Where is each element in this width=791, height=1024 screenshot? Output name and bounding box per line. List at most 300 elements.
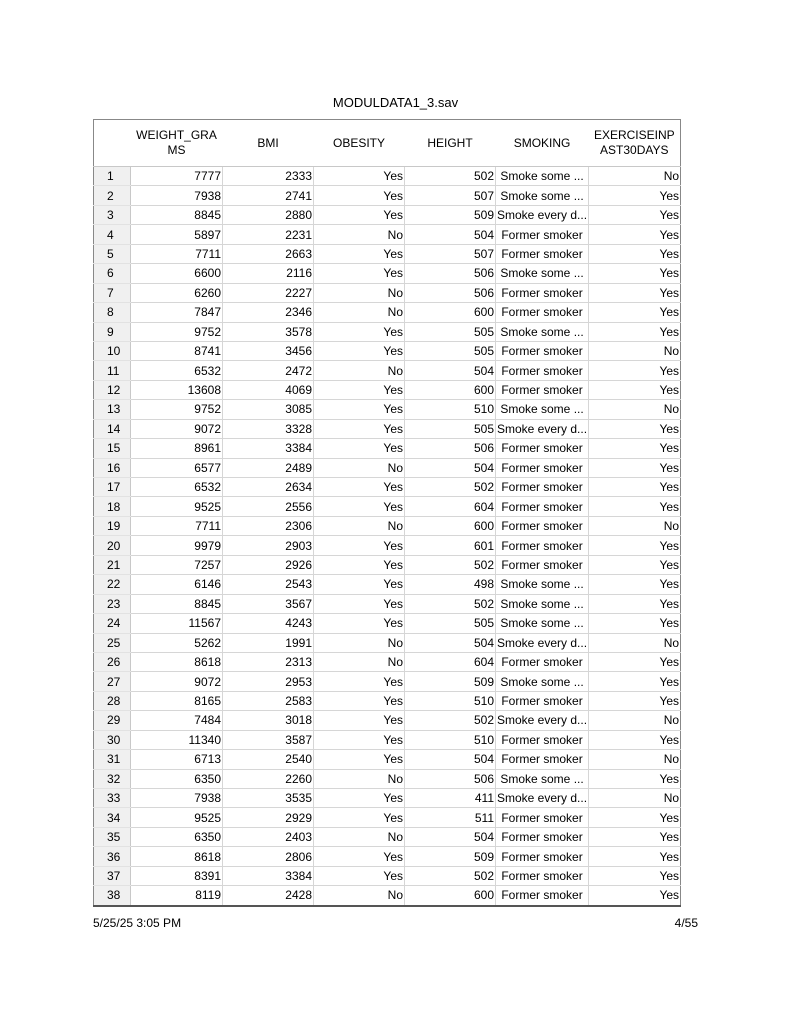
height-cell: 601 xyxy=(405,536,496,555)
table-row xyxy=(94,322,681,341)
exercise-cell: Yes xyxy=(589,847,681,866)
weight-grams-cell: 9752 xyxy=(131,400,223,419)
row-number-cell: 7 xyxy=(94,283,131,302)
obesity-cell: Yes xyxy=(314,419,405,438)
obesity-cell: Yes xyxy=(314,244,405,263)
smoking-cell: Former smoker xyxy=(496,458,589,477)
weight-grams-cell: 6260 xyxy=(131,283,223,302)
weight-grams-cell: 8165 xyxy=(131,691,223,710)
weight-grams-cell: 7257 xyxy=(131,555,223,574)
exercise-cell: Yes xyxy=(589,283,681,302)
obesity-cell: Yes xyxy=(314,750,405,769)
weight-grams-cell: 6532 xyxy=(131,478,223,497)
height-cell: 511 xyxy=(405,808,496,827)
weight-grams-cell: 9072 xyxy=(131,419,223,438)
smoking-cell: Former smoker xyxy=(496,244,589,263)
smoking-cell: Former smoker xyxy=(496,750,589,769)
smoking-cell: Former smoker xyxy=(496,691,589,710)
weight-grams-cell: 7938 xyxy=(131,789,223,808)
smoking-cell: Smoke every d... xyxy=(496,205,589,224)
height-cell: 504 xyxy=(405,750,496,769)
smoking-cell: Smoke every d... xyxy=(496,419,589,438)
bmi-cell: 3328 xyxy=(223,419,314,438)
row-number-cell: 2 xyxy=(94,186,131,205)
exercise-cell: Yes xyxy=(589,555,681,574)
exercise-cell: No xyxy=(589,341,681,360)
obesity-cell: Yes xyxy=(314,730,405,749)
exercise-cell: Yes xyxy=(589,691,681,710)
weight-grams-cell: 7777 xyxy=(131,167,223,186)
weight-grams-cell: 8119 xyxy=(131,886,223,906)
smoking-cell: Smoke some ... xyxy=(496,575,589,594)
table-header-row xyxy=(94,120,681,167)
height-cell: 506 xyxy=(405,283,496,302)
column-header-exercise: EXERCISEINPAST30DAYS xyxy=(589,120,681,167)
weight-grams-cell: 5897 xyxy=(131,225,223,244)
bmi-cell: 4069 xyxy=(223,380,314,399)
obesity-cell: Yes xyxy=(314,478,405,497)
table-row xyxy=(94,575,681,594)
obesity-cell: Yes xyxy=(314,264,405,283)
footer-page-number: 4/55 xyxy=(674,916,698,930)
column-header-weight-grams: WEIGHT_GRAMS xyxy=(131,120,223,167)
row-number-cell: 8 xyxy=(94,303,131,322)
row-number-cell: 29 xyxy=(94,711,131,730)
bmi-cell: 2556 xyxy=(223,497,314,516)
row-number-cell: 19 xyxy=(94,516,131,535)
table-row xyxy=(94,478,681,497)
table-row xyxy=(94,244,681,263)
row-number-cell: 36 xyxy=(94,847,131,866)
obesity-cell: Yes xyxy=(314,341,405,360)
exercise-cell: No xyxy=(589,516,681,535)
bmi-cell: 2880 xyxy=(223,205,314,224)
weight-grams-cell: 9752 xyxy=(131,322,223,341)
bmi-cell: 2260 xyxy=(223,769,314,788)
row-number-cell: 15 xyxy=(94,439,131,458)
table-row xyxy=(94,264,681,283)
obesity-cell: No xyxy=(314,769,405,788)
table-row xyxy=(94,497,681,516)
smoking-cell: Former smoker xyxy=(496,516,589,535)
bmi-cell: 2634 xyxy=(223,478,314,497)
data-table xyxy=(93,119,681,907)
bmi-cell: 2306 xyxy=(223,516,314,535)
obesity-cell: Yes xyxy=(314,575,405,594)
column-header-height: HEIGHT xyxy=(405,120,496,167)
table-row xyxy=(94,886,681,906)
row-number-cell: 26 xyxy=(94,652,131,671)
table-body xyxy=(94,167,681,906)
obesity-cell: Yes xyxy=(314,167,405,186)
exercise-cell: Yes xyxy=(589,769,681,788)
smoking-cell: Smoke some ... xyxy=(496,264,589,283)
smoking-cell: Smoke some ... xyxy=(496,400,589,419)
smoking-cell: Former smoker xyxy=(496,847,589,866)
smoking-cell: Former smoker xyxy=(496,283,589,302)
weight-grams-cell: 8618 xyxy=(131,847,223,866)
smoking-cell: Former smoker xyxy=(496,341,589,360)
height-cell: 507 xyxy=(405,186,496,205)
weight-grams-cell: 8618 xyxy=(131,652,223,671)
table-row xyxy=(94,283,681,302)
exercise-cell: Yes xyxy=(589,730,681,749)
row-number-cell: 38 xyxy=(94,886,131,906)
obesity-cell: Yes xyxy=(314,439,405,458)
obesity-cell: No xyxy=(314,303,405,322)
height-cell: 509 xyxy=(405,205,496,224)
height-cell: 604 xyxy=(405,497,496,516)
bmi-cell: 3535 xyxy=(223,789,314,808)
row-number-cell: 35 xyxy=(94,827,131,846)
weight-grams-cell: 6532 xyxy=(131,361,223,380)
obesity-cell: No xyxy=(314,458,405,477)
exercise-cell: Yes xyxy=(659,888,680,903)
weight-grams-cell: 5262 xyxy=(131,633,223,652)
row-number-cell: 12 xyxy=(94,380,131,399)
row-number-cell: 9 xyxy=(94,322,131,341)
table-row xyxy=(94,341,681,360)
obesity-cell: No xyxy=(314,516,405,535)
weight-grams-cell: 6146 xyxy=(131,575,223,594)
height-cell: 505 xyxy=(405,419,496,438)
table-row xyxy=(94,361,681,380)
smoking-cell: Smoke some ... xyxy=(496,614,589,633)
column-header-bmi: BMI xyxy=(223,120,314,167)
table-row xyxy=(94,439,681,458)
bmi-cell: 2806 xyxy=(223,847,314,866)
obesity-cell: No xyxy=(314,633,405,652)
bmi-cell: 1991 xyxy=(223,633,314,652)
table-row xyxy=(94,400,681,419)
bmi-cell: 2403 xyxy=(223,827,314,846)
height-cell: 506 xyxy=(405,439,496,458)
row-number-cell: 13 xyxy=(94,400,131,419)
table-row xyxy=(94,516,681,535)
obesity-cell: Yes xyxy=(314,614,405,633)
bmi-cell: 3018 xyxy=(223,711,314,730)
table-row xyxy=(94,847,681,866)
obesity-cell: Yes xyxy=(314,711,405,730)
obesity-cell: Yes xyxy=(314,691,405,710)
table-row xyxy=(94,866,681,885)
height-cell: 506 xyxy=(405,769,496,788)
smoking-cell: Former smoker xyxy=(496,652,589,671)
bmi-cell: 2929 xyxy=(223,808,314,827)
weight-grams-cell: 6600 xyxy=(131,264,223,283)
row-number-cell: 11 xyxy=(94,361,131,380)
row-number-cell: 25 xyxy=(94,633,131,652)
exercise-cell: Yes xyxy=(589,439,681,458)
weight-grams-cell: 9979 xyxy=(131,536,223,555)
height-cell: 510 xyxy=(405,691,496,710)
row-number-cell: 23 xyxy=(94,594,131,613)
smoking-cell: Smoke some ... xyxy=(496,167,589,186)
row-number-cell: 3 xyxy=(94,205,131,224)
weight-grams-cell: 6350 xyxy=(131,827,223,846)
smoking-cell: Former smoker xyxy=(496,536,589,555)
exercise-cell: Yes xyxy=(589,575,681,594)
table-row xyxy=(94,652,681,671)
exercise-cell: Yes xyxy=(589,652,681,671)
obesity-cell: Yes xyxy=(314,536,405,555)
table-row xyxy=(94,555,681,574)
exercise-cell: Yes xyxy=(589,458,681,477)
bmi-cell: 2489 xyxy=(223,458,314,477)
height-cell: 505 xyxy=(405,341,496,360)
weight-grams-cell: 13608 xyxy=(131,380,223,399)
height-cell: 600 xyxy=(405,303,496,322)
smoking-cell: Former smoker xyxy=(496,555,589,574)
obesity-cell: No xyxy=(314,283,405,302)
bmi-cell: 3384 xyxy=(223,439,314,458)
weight-grams-cell: 11340 xyxy=(131,730,223,749)
document-title: MODULDATA1_3.sav xyxy=(332,95,459,110)
table-row xyxy=(94,458,681,477)
weight-grams-cell: 11567 xyxy=(131,614,223,633)
smoking-cell: Smoke some ... xyxy=(496,322,589,341)
weight-grams-cell: 8845 xyxy=(131,205,223,224)
obesity-cell: No xyxy=(314,225,405,244)
bmi-cell: 2663 xyxy=(223,244,314,263)
smoking-cell: Former smoker xyxy=(496,827,589,846)
smoking-cell: Smoke every d... xyxy=(496,789,589,808)
row-number-cell: 5 xyxy=(94,244,131,263)
bmi-cell: 2926 xyxy=(223,555,314,574)
table-row xyxy=(94,730,681,749)
exercise-cell: Yes xyxy=(589,322,681,341)
column-header-smoking: SMOKING xyxy=(496,120,589,167)
bmi-cell: 2903 xyxy=(223,536,314,555)
row-number-cell: 14 xyxy=(94,419,131,438)
table-row xyxy=(94,808,681,827)
weight-grams-cell: 7938 xyxy=(131,186,223,205)
row-number-cell: 20 xyxy=(94,536,131,555)
height-cell: 604 xyxy=(405,652,496,671)
exercise-cell: Yes xyxy=(589,264,681,283)
table-row xyxy=(94,789,681,808)
exercise-cell: Yes xyxy=(589,478,681,497)
exercise-cell: Yes xyxy=(589,380,681,399)
row-number-cell: 28 xyxy=(94,691,131,710)
obesity-cell: Yes xyxy=(314,380,405,399)
bmi-cell: 3578 xyxy=(223,322,314,341)
smoking-cell: Smoke some ... xyxy=(496,672,589,691)
height-cell: 504 xyxy=(405,827,496,846)
smoking-cell: Former smoker xyxy=(496,478,589,497)
bmi-cell: 3384 xyxy=(223,866,314,885)
bmi-cell: 3085 xyxy=(223,400,314,419)
obesity-cell: Yes xyxy=(314,808,405,827)
height-cell: 504 xyxy=(405,458,496,477)
smoking-cell: Smoke some ... xyxy=(496,186,589,205)
exercise-cell: Yes xyxy=(589,614,681,633)
column-header-rownum xyxy=(94,120,131,167)
row-number-cell: 18 xyxy=(94,497,131,516)
table-row xyxy=(94,711,681,730)
bmi-cell: 2116 xyxy=(223,264,314,283)
obesity-cell: Yes xyxy=(314,847,405,866)
exercise-cell: Yes xyxy=(589,361,681,380)
table-row xyxy=(94,827,681,846)
bmi-cell: 2472 xyxy=(223,361,314,380)
weight-grams-cell: 6350 xyxy=(131,769,223,788)
bmi-cell: 2313 xyxy=(223,652,314,671)
weight-grams-cell: 7711 xyxy=(131,244,223,263)
exercise-cell: No xyxy=(589,400,681,419)
bmi-cell: 4243 xyxy=(223,614,314,633)
obesity-cell: Yes xyxy=(314,205,405,224)
smoking-cell: Former smoker xyxy=(496,730,589,749)
bmi-cell: 2543 xyxy=(223,575,314,594)
smoking-cell: Smoke every d... xyxy=(496,633,589,652)
exercise-cell: Yes xyxy=(589,827,681,846)
table-row xyxy=(94,186,681,205)
obesity-cell: Yes xyxy=(314,672,405,691)
height-cell: 504 xyxy=(405,361,496,380)
smoking-cell: Former smoker xyxy=(496,886,589,906)
obesity-cell: Yes xyxy=(314,322,405,341)
footer-datetime: 5/25/25 3:05 PM xyxy=(93,916,182,930)
obesity-cell: Yes xyxy=(314,400,405,419)
table-row xyxy=(94,614,681,633)
obesity-cell: No xyxy=(314,361,405,380)
exercise-cell: Yes xyxy=(589,303,681,322)
weight-grams-cell: 8391 xyxy=(131,866,223,885)
height-cell: 600 xyxy=(405,380,496,399)
exercise-cell: No xyxy=(589,750,681,769)
height-cell: 506 xyxy=(405,264,496,283)
smoking-cell: Former smoker xyxy=(496,808,589,827)
row-number-cell: 32 xyxy=(94,769,131,788)
table-row xyxy=(94,750,681,769)
height-cell: 502 xyxy=(405,555,496,574)
height-cell: 502 xyxy=(405,167,496,186)
row-number-cell: 22 xyxy=(94,575,131,594)
height-cell: 502 xyxy=(405,866,496,885)
smoking-cell: Former smoker xyxy=(496,866,589,885)
height-cell: 505 xyxy=(405,322,496,341)
smoking-cell: Former smoker xyxy=(496,303,589,322)
exercise-cell: No xyxy=(589,711,681,730)
height-cell: 600 xyxy=(405,886,496,906)
height-cell: 509 xyxy=(405,672,496,691)
smoking-cell: Smoke some ... xyxy=(496,594,589,613)
row-number-cell: 6 xyxy=(94,264,131,283)
table-row xyxy=(94,419,681,438)
exercise-cell: Yes xyxy=(589,186,681,205)
bmi-cell: 2231 xyxy=(223,225,314,244)
weight-grams-cell: 6577 xyxy=(131,458,223,477)
weight-grams-cell: 9072 xyxy=(131,672,223,691)
exercise-cell: Yes xyxy=(589,808,681,827)
height-cell: 600 xyxy=(405,516,496,535)
bmi-cell: 2953 xyxy=(223,672,314,691)
exercise-cell: Yes xyxy=(589,205,681,224)
bmi-cell: 2227 xyxy=(223,283,314,302)
row-number-cell: 30 xyxy=(94,730,131,749)
weight-grams-cell: 8741 xyxy=(131,341,223,360)
weight-grams-cell: 6713 xyxy=(131,750,223,769)
column-header-obesity: OBESITY xyxy=(314,120,405,167)
height-cell: 502 xyxy=(405,478,496,497)
table-row xyxy=(94,769,681,788)
smoking-cell: Former smoker xyxy=(496,439,589,458)
smoking-cell: Smoke some ... xyxy=(496,769,589,788)
smoking-cell: Smoke every d... xyxy=(496,711,589,730)
table-row xyxy=(94,633,681,652)
bmi-cell: 2741 xyxy=(223,186,314,205)
obesity-cell: Yes xyxy=(314,594,405,613)
row-number-cell: 17 xyxy=(94,478,131,497)
height-cell: 502 xyxy=(405,594,496,613)
height-cell: 504 xyxy=(405,633,496,652)
row-number-cell: 16 xyxy=(94,458,131,477)
bmi-cell: 2540 xyxy=(223,750,314,769)
height-cell: 509 xyxy=(405,847,496,866)
table-row xyxy=(94,672,681,691)
row-number-cell: 4 xyxy=(94,225,131,244)
smoking-cell: Former smoker xyxy=(496,361,589,380)
row-number-cell: 10 xyxy=(94,341,131,360)
height-cell: 504 xyxy=(405,225,496,244)
obesity-cell: No xyxy=(314,652,405,671)
table-row xyxy=(94,167,681,186)
obesity-cell: Yes xyxy=(314,497,405,516)
exercise-cell: Yes xyxy=(589,866,681,885)
exercise-cell: Yes xyxy=(589,225,681,244)
bmi-cell: 2333 xyxy=(223,167,314,186)
row-number-cell: 37 xyxy=(94,866,131,885)
table-row xyxy=(94,205,681,224)
height-cell: 498 xyxy=(405,575,496,594)
table-row xyxy=(94,691,681,710)
bmi-cell: 2346 xyxy=(223,303,314,322)
row-number-cell: 24 xyxy=(94,614,131,633)
row-number-cell: 21 xyxy=(94,555,131,574)
table-row xyxy=(94,380,681,399)
obesity-cell: No xyxy=(314,827,405,846)
weight-grams-cell: 8845 xyxy=(131,594,223,613)
bmi-cell: 2583 xyxy=(223,691,314,710)
table-row xyxy=(94,225,681,244)
obesity-cell: Yes xyxy=(314,555,405,574)
exercise-cell: Yes xyxy=(589,594,681,613)
exercise-cell: Yes xyxy=(589,419,681,438)
weight-grams-cell: 7847 xyxy=(131,303,223,322)
bmi-cell: 3567 xyxy=(223,594,314,613)
table-row xyxy=(94,303,681,322)
row-number-cell: 33 xyxy=(94,789,131,808)
weight-grams-cell: 9525 xyxy=(131,808,223,827)
row-number-cell: 1 xyxy=(94,167,131,186)
exercise-cell: No xyxy=(589,167,681,186)
weight-grams-cell: 8961 xyxy=(131,439,223,458)
row-number-cell: 34 xyxy=(94,808,131,827)
table-row xyxy=(94,594,681,613)
exercise-cell: Yes xyxy=(589,536,681,555)
exercise-cell: Yes xyxy=(589,244,681,263)
bmi-cell: 3456 xyxy=(223,341,314,360)
row-number-cell: 31 xyxy=(94,750,131,769)
height-cell: 505 xyxy=(405,614,496,633)
weight-grams-cell: 7711 xyxy=(131,516,223,535)
height-cell: 507 xyxy=(405,244,496,263)
obesity-cell: Yes xyxy=(314,866,405,885)
row-number-cell: 27 xyxy=(94,672,131,691)
exercise-cell: Yes xyxy=(589,672,681,691)
smoking-cell: Former smoker xyxy=(496,497,589,516)
